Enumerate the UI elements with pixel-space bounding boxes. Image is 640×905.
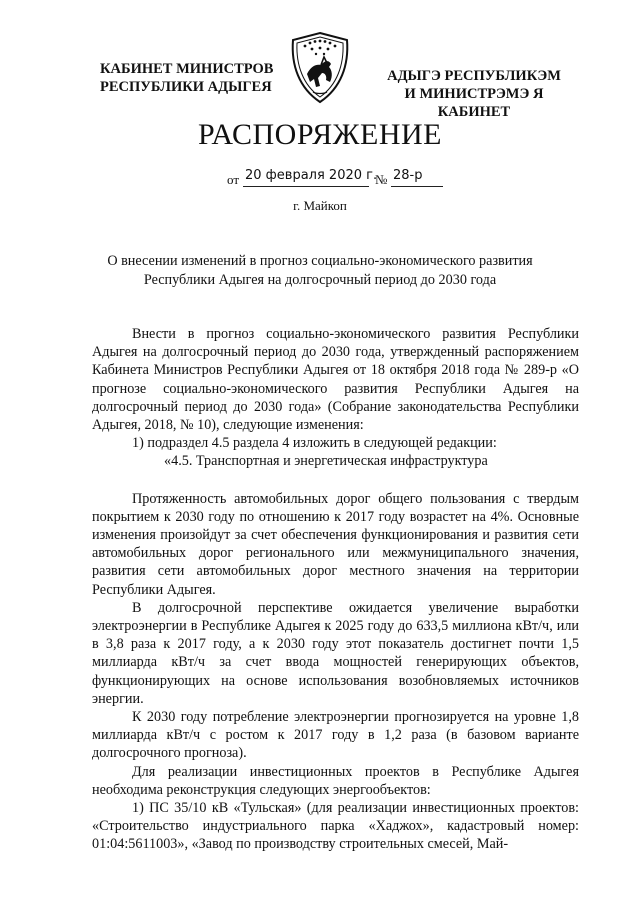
date-underline [243,186,369,187]
header-right-line2: И МИНИСТРЭМЭ Я КАБИНЕТ [404,86,544,120]
header-right [368,67,580,121]
date-prefix: от [227,172,240,187]
number-underline [391,186,443,187]
body-paragraph: Для реализации инвестиционных проектов в Республике Адыгея необходима реконструкция следующих энергообъектов: [92,763,579,798]
subject-line2: Республики Адыгея на долгосрочный период до 2030 года [143,272,497,288]
body-paragraph: Внести в прогноз социально-экономического развития Республики Адыгея на долгосрочный период до 2030 года, утвержденный распоряжением Кабинета Министров Республики Адыгея от 18 октября 2018 года № 289-р «О прогнозе социально-экономического развития Республики Адыгея на долгосрочный период до 2030 года» (Собрание законодательства Республики Адыгея, 2018, № 10), следующие изменения: [92,326,579,434]
body-paragraph: 1) ПС 35/10 кВ «Тульская» (для реализации инвестиционных проектов: «Строительство индустриального парка «Хаджох», кадастровый номер: 01:04:5611003», «Завод по производству строительных смесей, Май- [92,800,579,853]
body-paragraph: К 2030 году потребление электроэнергии прогнозируется на уровне 1,8 миллиарда кВт/ч с ростом к 2017 году в 1,2 раза (в базовом варианте долгосрочного прогноза). [92,709,579,762]
header-left [100,60,275,96]
coat-of-arms-icon [285,30,355,106]
document-number: 28-р [393,168,423,183]
document-body [92,325,579,854]
subject-line1: О внесении изменений в прогноз социально-экономического развития [107,253,533,269]
date-number-line [215,168,455,188]
body-paragraph: 1) подраздел 4.5 раздела 4 изложить в следующей редакции: [132,435,497,452]
document-date: 20 февраля 2020 г. [245,168,378,183]
document-title: РАСПОРЯЖЕНИЕ [197,118,443,151]
body-paragraph: В долгосрочной перспективе ожидается увеличение выработки электроэнергии в Республике Адыгея к 2025 году до 633,5 миллиона кВт/ч, или в 3,8 раза к 2017 году, а к 2030 году этот показатель достигнет почти 1,5 миллиарда кВт/ч за счет ввода мощностей генерирующих объектов, функционирующих на основе использования возобновляемых источников энергии. [92,599,579,707]
city: г. Майкоп [293,198,347,213]
header-left-line1: КАБИНЕТ МИНИСТРОВ [100,61,274,77]
body-paragraph: Протяженность автомобильных дорог общего пользования с твердым покрытием к 2030 году по отношению к 2017 году возрастет на 4%. Основные изменения произойдут за счет обеспечения функционирования и развития сети автомобильных дорог регионального или межмуниципального значения, развития сети автомобильных дорог местного значения на территории Республики Адыгея. [92,490,579,598]
header-right-line1: АДЫГЭ РЕСПУБЛИКЭМ [387,68,561,84]
header-left-line2: РЕСПУБЛИКИ АДЫГЕЯ [100,79,272,95]
section-heading: «4.5. Транспортная и энергетическая инфраструктура [164,453,488,470]
number-prefix: № [375,172,388,187]
document-subject [60,252,580,290]
